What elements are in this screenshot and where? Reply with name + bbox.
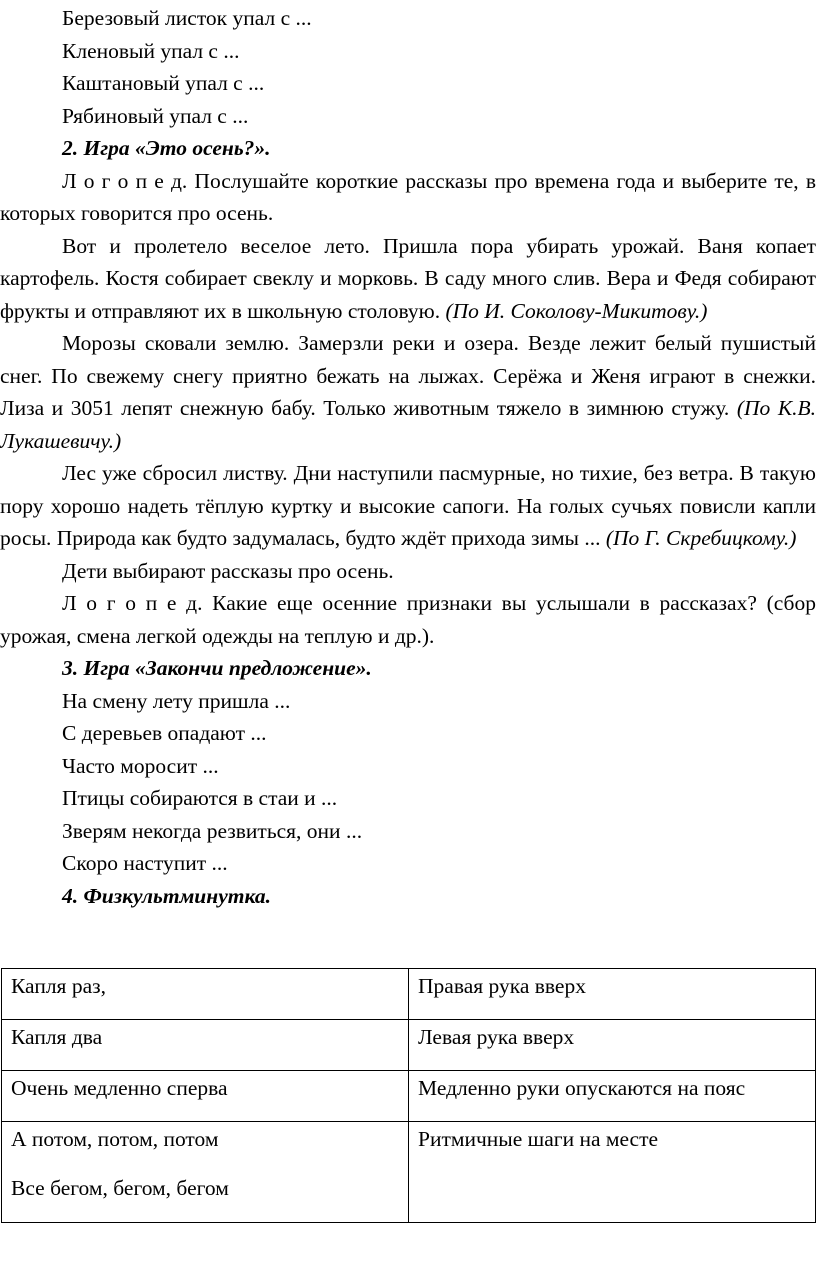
speaker-label: Л о г о п е д. (62, 168, 188, 193)
leaf-line: Каштановый упал с ... (62, 71, 265, 95)
instruction-text: Послушайте короткие рассказы про времена года и выберите те, в которых говорится про осень. (0, 168, 816, 225)
leaf-line: Рябиновый упал с ... (62, 103, 249, 128)
story-text: Лес уже сбросил листву. Дни наступили пасмурные, но тихие, без ветра. В такую пору хорошо надеть тёплую куртку и высокие сапоги. На голых сучьях повисли капли росы. Природа как будто задумалась, будто ждёт прихода зимы ... (0, 461, 816, 550)
question-text: Какие еще осенние признаки вы услышали в рассказах? (сбор урожая, смена легкой одежды на теплую и др.). (0, 591, 816, 648)
sentence-line: Скоро наступит ... (62, 851, 228, 875)
story-author: (По И. Соколову-Микитову.) (445, 298, 708, 323)
action-cell: Левая рука вверх (409, 1020, 816, 1071)
action-cell: Ритмичные шаги на месте (409, 1122, 816, 1223)
table-row (2, 969, 816, 1020)
text-body (0, 2, 816, 912)
words-cell: Капля два (2, 1020, 409, 1071)
words-cell: Очень медленно сперва (2, 1071, 409, 1122)
words-cell (2, 1122, 409, 1223)
exercise-table (1, 968, 816, 1223)
story-autumn-summer (0, 230, 816, 328)
words-line: А потом, потом, потом (11, 1127, 219, 1151)
story-text: Вот и пролетело веселое лето. Пришла пора убирать урожай. Ваня копает картофель. Костя собирает свеклу и морковь. В саду много слив. Вера и Федя собирают фрукты и отправляют их в школьную столовую. (0, 233, 816, 323)
game2-question (0, 587, 816, 652)
words-line: Все бегом, бегом, бегом (11, 1176, 229, 1200)
action-cell: Правая рука вверх (409, 969, 816, 1020)
table-row (2, 1071, 816, 1122)
children-choose-line: Дети выбирают рассказы про осень. (62, 558, 394, 583)
table-row (2, 1122, 816, 1223)
story-text: Морозы сковали землю. Замерзли реки и озера. Везде лежит белый пушистый снег. По свежему снегу приятно бежать на лыжах. Серёжа и Женя играют в снежки. Лиза и 3051 лепят снежную бабу. Только животным тяжело в зимнюю стужу. (0, 331, 816, 420)
action-cell: Медленно руки опускаются на пояс (409, 1071, 816, 1122)
leaf-line: Кленовый упал с ... (62, 38, 240, 63)
story-autumn (0, 457, 816, 555)
sentence-line: Птицы собираются в стаи и ... (62, 786, 338, 810)
sentence-line: Зверям некогда резвиться, они ... (62, 818, 363, 843)
leaf-line: Березовый листок упал с ... (62, 6, 312, 30)
game2-heading: 2. Игра «Это осень?». (62, 136, 271, 160)
story-author: (По К.В. Лукашевичу.) (0, 396, 816, 453)
table-row (2, 1020, 816, 1071)
sentence-line: С деревьев опадают ... (62, 721, 267, 745)
story-winter (0, 327, 816, 457)
game4-heading: 4. Физкультминутка. (62, 883, 271, 908)
sentence-line: На смену лету пришла ... (62, 688, 291, 713)
game3-heading: 3. Игра «Закончи предложение». (62, 656, 372, 680)
story-author: (По Г. Скребицкому.) (605, 526, 797, 550)
speaker-label: Л о г о п е д. (62, 591, 203, 615)
game2-instruction (0, 165, 816, 230)
words-cell: Капля раз, (2, 969, 409, 1020)
sentence-line: Часто моросит ... (62, 753, 219, 778)
